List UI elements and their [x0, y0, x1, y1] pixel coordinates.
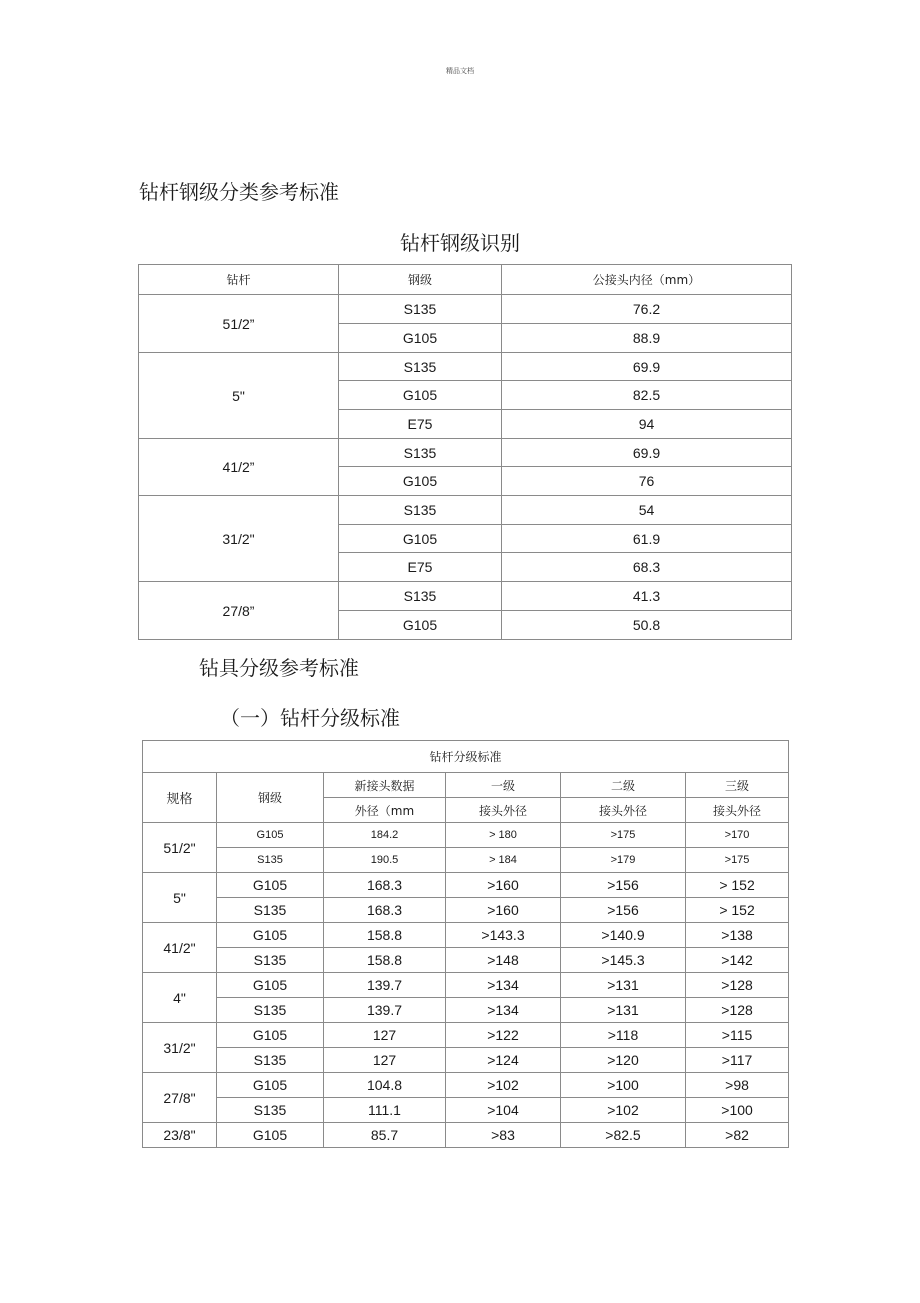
grade1-od: >148 — [446, 948, 561, 973]
steel-grade: G105 — [217, 873, 324, 898]
pin-inner-diameter: 61.9 — [502, 525, 792, 553]
section2-title: 钻具分级参考标准 — [199, 656, 359, 680]
table-row — [143, 873, 789, 898]
header-pipe: 钻杆 — [139, 265, 339, 295]
header-pin-id: 公接头内径（mm） — [502, 265, 792, 295]
steel-grade: G105 — [339, 525, 502, 553]
grade3-od: >128 — [686, 973, 789, 998]
header-joint-od: 接头外径 — [561, 798, 686, 823]
new-od: 168.3 — [324, 898, 446, 923]
steel-grade: G105 — [217, 923, 324, 948]
pin-inner-diameter: 50.8 — [502, 611, 792, 640]
grade2-od: >120 — [561, 1048, 686, 1073]
header-joint-od: 接头外径 — [446, 798, 561, 823]
new-od: 168.3 — [324, 873, 446, 898]
grade2-od: >179 — [561, 848, 686, 873]
steel-grade: S135 — [339, 439, 502, 467]
spec-size: 27/8" — [143, 1073, 217, 1123]
steel-grade: G105 — [339, 467, 502, 496]
grade3-od: >115 — [686, 1023, 789, 1048]
table-row — [139, 582, 792, 611]
pin-inner-diameter: 54 — [502, 496, 792, 525]
pin-inner-diameter: 41.3 — [502, 582, 792, 611]
grade2-od: >100 — [561, 1073, 686, 1098]
grade3-od: >142 — [686, 948, 789, 973]
table-row — [143, 823, 789, 848]
pipe-size: 27/8” — [139, 582, 339, 640]
table-row — [143, 898, 789, 923]
steel-grade-table — [138, 264, 792, 640]
grade2-od: >156 — [561, 898, 686, 923]
grade2-od: >145.3 — [561, 948, 686, 973]
new-od: 127 — [324, 1048, 446, 1073]
grade3-od: >175 — [686, 848, 789, 873]
table-row — [143, 848, 789, 873]
pipe-size: 41/2” — [139, 439, 339, 496]
steel-grade: S135 — [339, 353, 502, 381]
grade3-od: > 152 — [686, 873, 789, 898]
pipe-size: 31/2" — [139, 496, 339, 582]
grade3-od: >117 — [686, 1048, 789, 1073]
steel-grade: S135 — [217, 998, 324, 1023]
new-od: 111.1 — [324, 1098, 446, 1123]
steel-grade: G105 — [339, 381, 502, 410]
header-grade-1: 一级 — [446, 773, 561, 798]
steel-grade: S135 — [217, 848, 324, 873]
steel-grade: S135 — [339, 582, 502, 611]
pin-inner-diameter: 82.5 — [502, 381, 792, 410]
steel-grade: G105 — [217, 1023, 324, 1048]
grade2-od: >131 — [561, 973, 686, 998]
grade1-od: >134 — [446, 973, 561, 998]
new-od: 190.5 — [324, 848, 446, 873]
section2-subtitle: （一）钻杆分级标准 — [220, 706, 400, 730]
spec-size: 23/8" — [143, 1123, 217, 1148]
header-grade-2: 二级 — [561, 773, 686, 798]
grade1-od: >83 — [446, 1123, 561, 1148]
spec-size: 41/2" — [143, 923, 217, 973]
header-joint-od: 接头外径 — [686, 798, 789, 823]
table-row — [139, 496, 792, 525]
header-spec: 规格 — [143, 773, 217, 823]
table-row — [143, 1123, 789, 1148]
steel-grade: G105 — [217, 1073, 324, 1098]
steel-grade: G105 — [339, 324, 502, 353]
header-steel-grade: 钢级 — [217, 773, 324, 823]
new-od: 184.2 — [324, 823, 446, 848]
header-od: 外径（mm — [324, 798, 446, 823]
new-od: 139.7 — [324, 973, 446, 998]
grade2-od: >140.9 — [561, 923, 686, 948]
table-row — [143, 1023, 789, 1048]
steel-grade: E75 — [339, 553, 502, 582]
grade1-od: > 180 — [446, 823, 561, 848]
pin-inner-diameter: 69.9 — [502, 439, 792, 467]
new-od: 139.7 — [324, 998, 446, 1023]
header-new-joint: 新接头数据 — [324, 773, 446, 798]
steel-grade: S135 — [217, 1098, 324, 1123]
table-row — [143, 948, 789, 973]
table-row — [143, 1098, 789, 1123]
steel-grade: S135 — [217, 898, 324, 923]
grade3-od: >98 — [686, 1073, 789, 1098]
header-mark: 精品文档 — [446, 67, 474, 75]
pin-inner-diameter: 88.9 — [502, 324, 792, 353]
grade1-od: >102 — [446, 1073, 561, 1098]
table1-title: 钻杆钢级识别 — [400, 231, 520, 255]
new-od: 85.7 — [324, 1123, 446, 1148]
table-row — [143, 1073, 789, 1098]
grade1-od: >124 — [446, 1048, 561, 1073]
grade1-od: >160 — [446, 873, 561, 898]
grade2-od: >82.5 — [561, 1123, 686, 1148]
grade3-od: > 152 — [686, 898, 789, 923]
steel-grade: G105 — [339, 611, 502, 640]
grade3-od: >128 — [686, 998, 789, 1023]
steel-grade: S135 — [217, 948, 324, 973]
table-row — [143, 998, 789, 1023]
new-od: 158.8 — [324, 948, 446, 973]
steel-grade: S135 — [217, 1048, 324, 1073]
grade2-od: >156 — [561, 873, 686, 898]
grade1-od: >104 — [446, 1098, 561, 1123]
grade3-od: >100 — [686, 1098, 789, 1123]
table2-caption: 钻杆分级标准 — [143, 741, 789, 773]
table-row — [143, 973, 789, 998]
pipe-size: 51/2” — [139, 295, 339, 353]
grade2-od: >131 — [561, 998, 686, 1023]
grade2-od: >118 — [561, 1023, 686, 1048]
spec-size: 4" — [143, 973, 217, 1023]
spec-size: 31/2" — [143, 1023, 217, 1073]
steel-grade: S135 — [339, 295, 502, 324]
table-row — [143, 1048, 789, 1073]
drill-pipe-grade-table — [142, 740, 789, 1148]
pipe-size: 5" — [139, 353, 339, 439]
grade1-od: >143.3 — [446, 923, 561, 948]
spec-size: 51/2" — [143, 823, 217, 873]
grade1-od: >122 — [446, 1023, 561, 1048]
pin-inner-diameter: 68.3 — [502, 553, 792, 582]
pin-inner-diameter: 69.9 — [502, 353, 792, 381]
table-row — [139, 353, 792, 381]
grade2-od: >102 — [561, 1098, 686, 1123]
table-row — [139, 439, 792, 467]
steel-grade: G105 — [217, 823, 324, 848]
spec-size: 5" — [143, 873, 217, 923]
grade1-od: > 184 — [446, 848, 561, 873]
new-od: 158.8 — [324, 923, 446, 948]
new-od: 104.8 — [324, 1073, 446, 1098]
grade3-od: >138 — [686, 923, 789, 948]
steel-grade: G105 — [217, 1123, 324, 1148]
steel-grade: E75 — [339, 410, 502, 439]
grade1-od: >134 — [446, 998, 561, 1023]
new-od: 127 — [324, 1023, 446, 1048]
pin-inner-diameter: 76.2 — [502, 295, 792, 324]
grade3-od: >82 — [686, 1123, 789, 1148]
header-grade-3: 三级 — [686, 773, 789, 798]
grade1-od: >160 — [446, 898, 561, 923]
grade2-od: >175 — [561, 823, 686, 848]
table-row — [143, 923, 789, 948]
page-title: 钻杆钢级分类参考标准 — [139, 180, 339, 204]
grade3-od: >170 — [686, 823, 789, 848]
table-row — [139, 295, 792, 324]
pin-inner-diameter: 76 — [502, 467, 792, 496]
steel-grade: S135 — [339, 496, 502, 525]
steel-grade: G105 — [217, 973, 324, 998]
pin-inner-diameter: 94 — [502, 410, 792, 439]
header-steel-grade: 钢级 — [339, 265, 502, 295]
